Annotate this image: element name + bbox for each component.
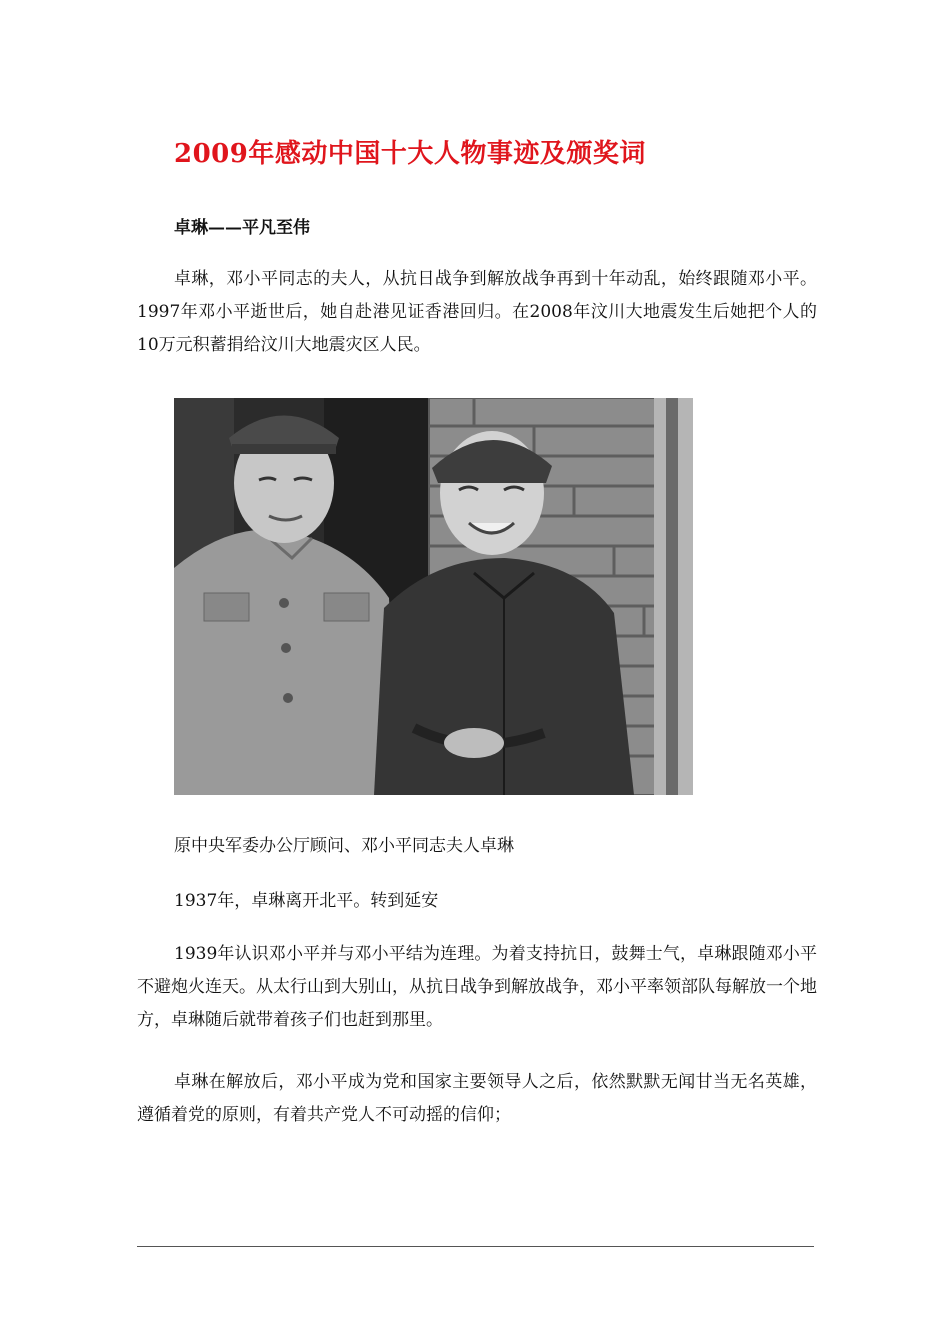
paragraph-after-liberation: 卓琳在解放后，邓小平成为党和国家主要领导人之后，依然默默无闻甘当无名英雄，遵循着党的原则，有着共产党人不可动摇的信仰；	[137, 1072, 817, 1125]
section-heading: 卓琳——平凡至伟	[174, 218, 310, 238]
historical-photo	[174, 398, 693, 795]
paragraph-1939: 1939年认识邓小平并与邓小平结为连理。为着支持抗日，鼓舞士气，卓琳跟随邓小平不避炮火连天。从太行山到大别山，从抗日战争到解放战争，邓小平率领部队每解放一个地方，卓琳随后就带着孩子们也赶到那里。	[137, 944, 817, 1030]
photo-illustration	[174, 398, 693, 795]
footer-divider	[137, 1246, 814, 1247]
document-title: 2009年感动中国十大人物事迹及颁奖词	[174, 139, 646, 169]
paragraph-intro: 卓琳，邓小平同志的夫人，从抗日战争到解放战争再到十年动乱，始终跟随邓小平。1997年邓小平逝世后，她自赴港见证香港回归。在2008年汶川大地震发生后她把个人的10万元积蓄捐给汶川大地震灾区人民。	[137, 269, 817, 355]
paragraph-1937: 1937年，卓琳离开北平。转到延安	[174, 891, 439, 911]
photo-caption: 原中央军委办公厅顾问、邓小平同志夫人卓琳	[174, 836, 514, 856]
